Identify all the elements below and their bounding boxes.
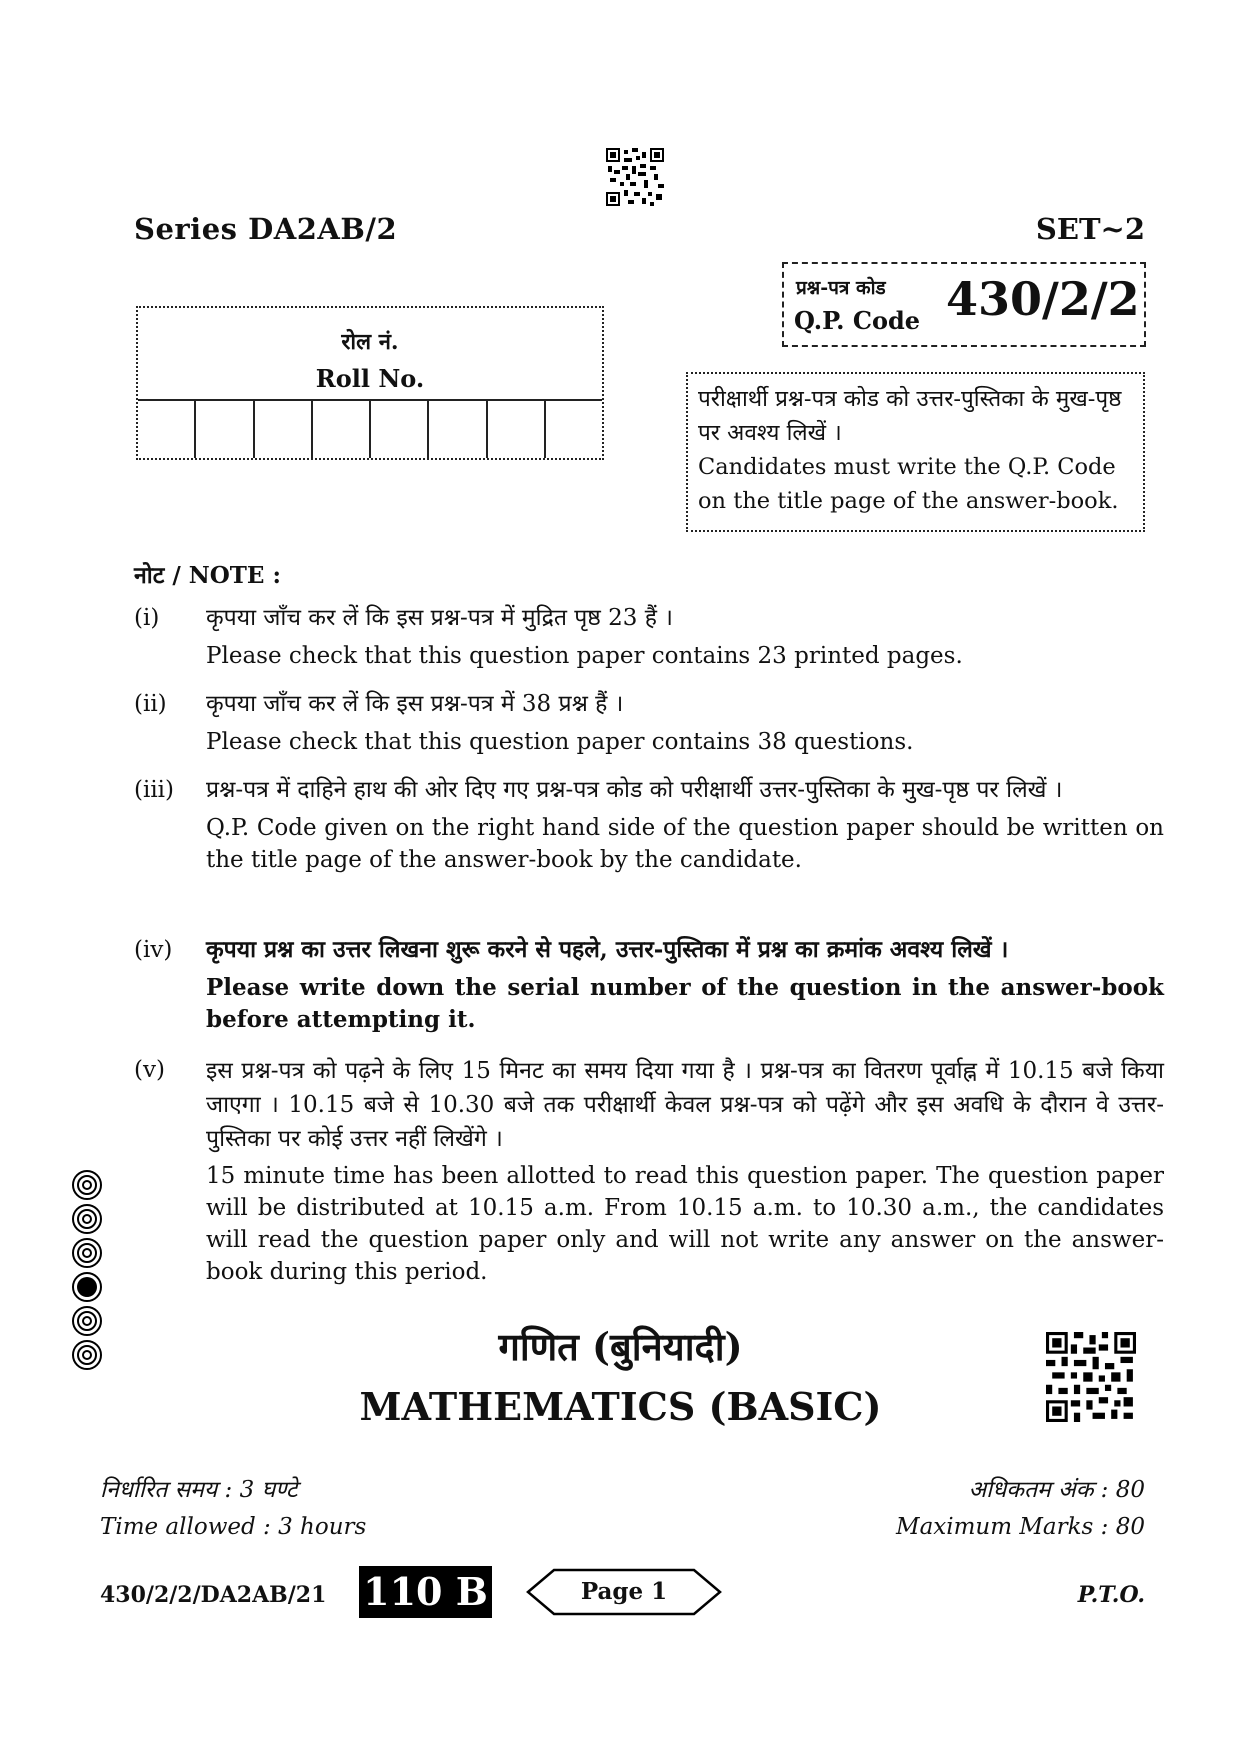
page-number-tag <box>526 1568 722 1616</box>
set-label: SET~2 <box>1035 212 1145 246</box>
qp-instruction-hindi: परीक्षार्थी प्रश्न-पत्र कोड को उत्तर-पुस्तिका के मुख-पृष्ठ पर अवश्य लिखें । <box>698 386 1122 446</box>
note-item-hindi: इस प्रश्न-पत्र को पढ़ने के लिए 15 मिनट का समय दिया गया है । प्रश्न-पत्र का वितरण पूर्वाह्न में 10.15 बजे किया जाएगा । 10.15 बजे से 10.30 बजे तक परीक्षार्थी केवल प्रश्न-पत्र को पढ़ेंगे और इस अवधि के दौरान वे उत्तर-पुस्तिका पर कोई उत्तर नहीं लिखेंगे । <box>206 1058 1164 1152</box>
note-item-hindi: कृपया प्रश्न का उत्तर लिखना शुरू करने से पहले, उत्तर-पुस्तिका में प्रश्न का क्रमांक अवश्य लिखें । <box>206 936 1009 963</box>
roll-cell[interactable] <box>429 401 487 458</box>
subject-title-english: MATHEMATICS (BASIC) <box>359 1384 882 1429</box>
roll-cell[interactable] <box>371 401 429 458</box>
qp-label-english: Q.P. Code <box>794 306 921 335</box>
time-allowed-english: Time allowed : 3 hours <box>100 1514 367 1540</box>
note-item <box>134 602 1164 672</box>
note-item-number: (iv) <box>134 937 173 963</box>
maximum-marks-english: Maximum Marks : 80 <box>896 1514 1145 1540</box>
series-label: Series DA2AB/2 <box>134 212 398 246</box>
qp-label-hindi: प्रश्न-पत्र कोड <box>796 277 886 299</box>
page-number-label: Page 1 <box>580 1578 668 1605</box>
qp-code-value: 430/2/2 <box>946 272 1140 326</box>
note-item-english: 15 minute time has been allotted to read this question paper. The question paper will be distributed at 10.15 a.m. From 10.15 a.m. to 10.30 a.m., the candidates will read the question paper only and will not write any answer on the answer-book during this period. <box>206 1163 1164 1285</box>
note-item-text <box>206 934 1164 1036</box>
note-item-english: Please write down the serial number of the question in the answer-book before attempting it. <box>206 974 1164 1033</box>
roll-label-english: Roll No. <box>315 364 425 393</box>
qr-code-top <box>606 148 664 206</box>
maximum-marks-hindi: अधिकतम अंक : 80 <box>968 1477 1145 1503</box>
pto-label: P.T.O. <box>1077 1582 1145 1608</box>
note-item-number: (iii) <box>134 777 175 803</box>
note-item-number: (v) <box>134 1057 165 1083</box>
note-item <box>134 774 1164 914</box>
note-item-text <box>206 1054 1164 1288</box>
roll-number-box <box>136 306 604 460</box>
note-item-english: Q.P. Code given on the right hand side of the question paper should be written on the title page of the answer-book by the candidate. <box>206 815 1164 873</box>
roll-number-cells <box>138 399 602 458</box>
roll-cell[interactable] <box>196 401 254 458</box>
roll-cell[interactable] <box>546 401 602 458</box>
note-item-english: Please check that this question paper contains 23 printed pages. <box>206 643 963 669</box>
note-heading: नोट / NOTE : <box>134 562 281 589</box>
note-item-text <box>206 688 1164 758</box>
qp-instruction-box <box>686 372 1145 532</box>
qp-instruction-english: Candidates must write the Q.P. Code on the title page of the answer-book. <box>698 454 1119 514</box>
subject-title-hindi: गणित (बुनियादी) <box>498 1324 743 1369</box>
qr-code-bottom <box>1046 1332 1136 1422</box>
roll-cell[interactable] <box>488 401 546 458</box>
roll-cell[interactable] <box>255 401 313 458</box>
roll-label-hindi: रोल नं. <box>341 329 399 355</box>
booklet-number-badge: 110 B <box>359 1566 492 1618</box>
note-item-hindi: कृपया जाँच कर लें कि इस प्रश्न-पत्र में मुद्रित पृष्ठ 23 हैं । <box>206 605 673 631</box>
roll-cell[interactable] <box>138 401 196 458</box>
note-item-number: (i) <box>134 605 160 631</box>
note-item-text <box>206 602 1164 672</box>
note-item-text <box>206 774 1164 876</box>
note-item <box>134 934 1164 1034</box>
note-item-hindi: प्रश्न-पत्र में दाहिने हाथ की ओर दिए गए प्रश्न-पत्र कोड को परीक्षार्थी उत्तर-पुस्तिका के मुख-पृष्ठ पर लिखें । <box>206 777 1063 803</box>
note-item-english: Please check that this question paper contains 38 questions. <box>206 729 914 755</box>
roll-cell[interactable] <box>313 401 371 458</box>
note-item <box>134 688 1164 758</box>
paper-code-footer: 430/2/2/DA2AB/21 <box>100 1582 327 1608</box>
note-item-hindi: कृपया जाँच कर लें कि इस प्रश्न-पत्र में 38 प्रश्न हैं । <box>206 691 624 717</box>
time-allowed-hindi: निर्धारित समय : 3 घण्टे <box>100 1477 298 1503</box>
note-item-number: (ii) <box>134 691 167 717</box>
note-item <box>134 1054 1164 1304</box>
qp-code-box <box>782 262 1146 347</box>
